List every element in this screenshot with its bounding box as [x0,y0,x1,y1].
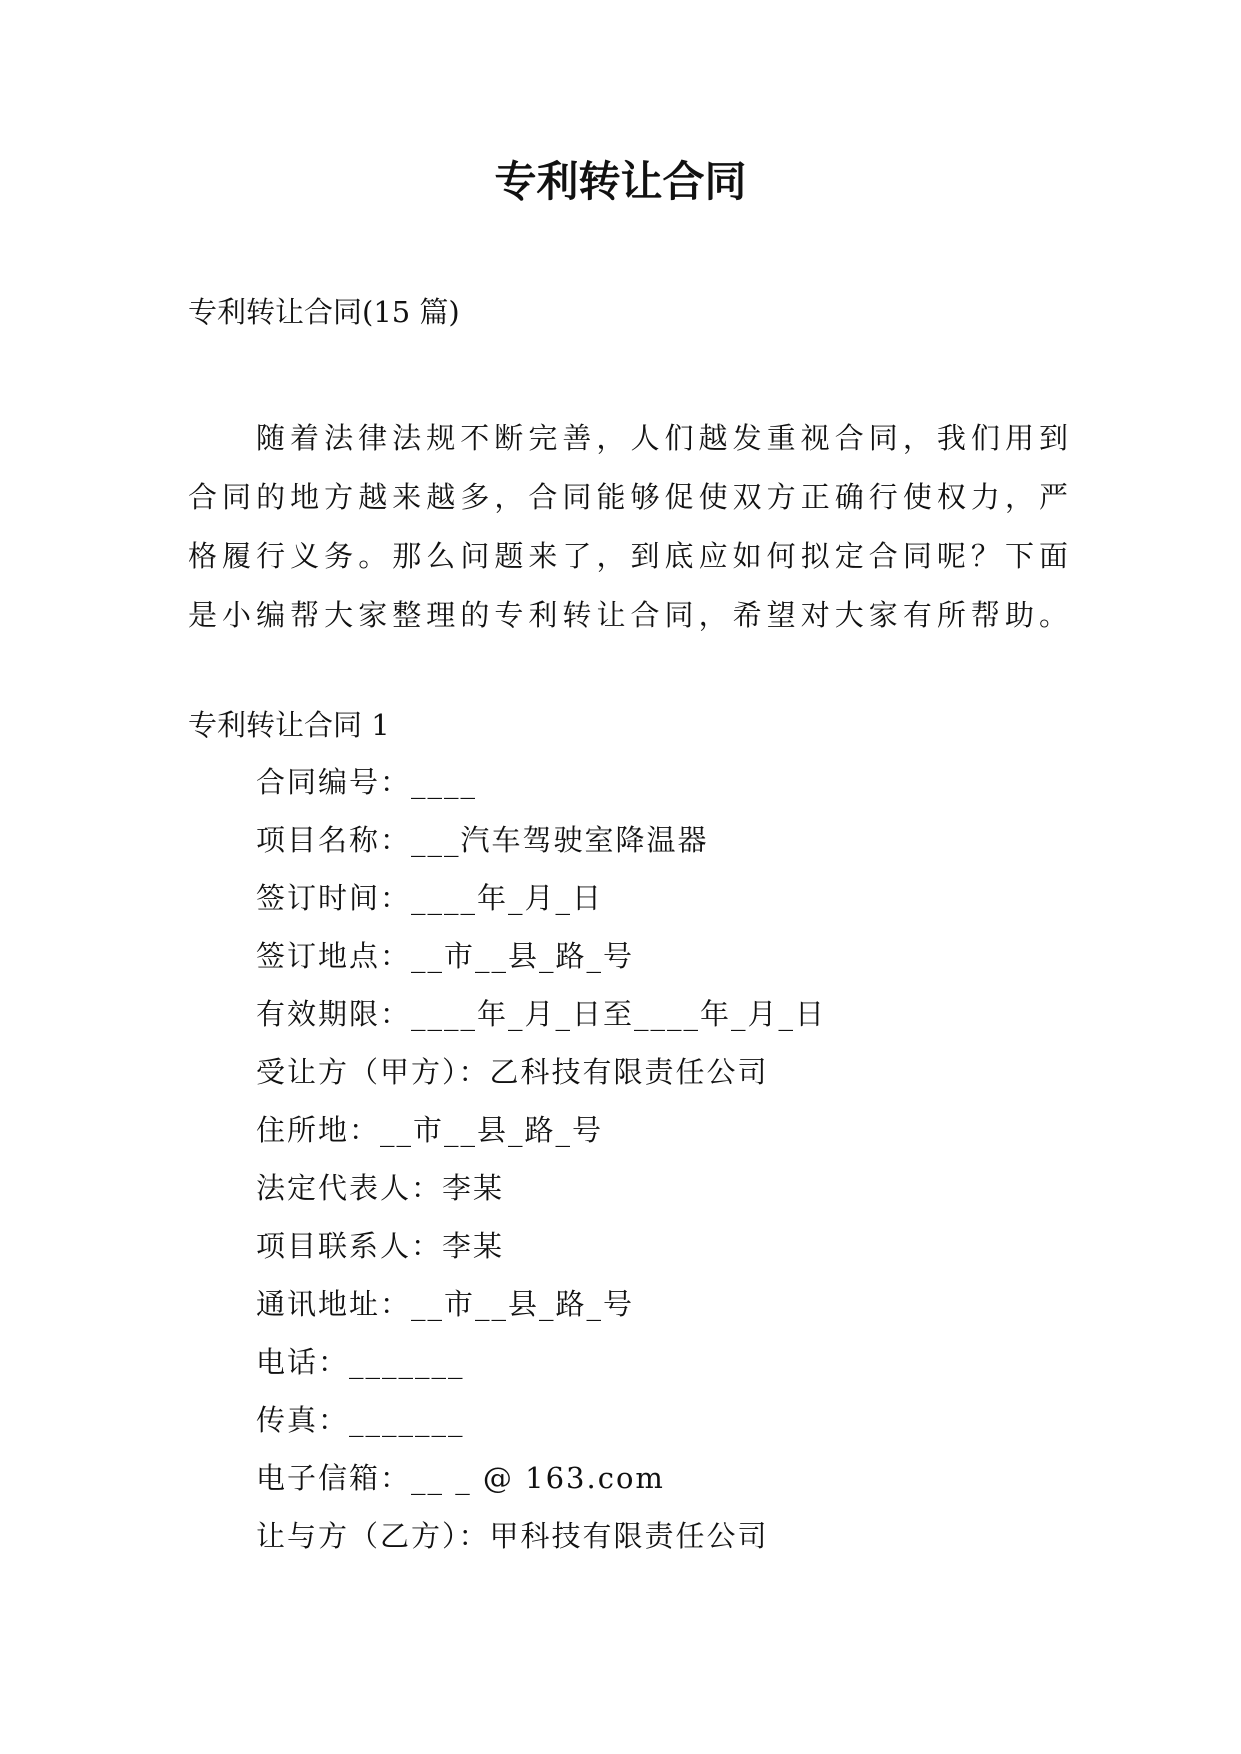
transferee-field: 受让方（甲方）：乙科技有限责任公司 [256,1055,769,1089]
project-contact-field: 项目联系人：李某 [256,1229,505,1263]
project-name-field: 项目名称：___汽车驾驶室降温器 [256,823,709,857]
mailing-address-field: 通讯地址：__市__县_路_号 [256,1287,635,1321]
document-subtitle: 专利转让合同(15 篇) [188,295,460,329]
contract-number-field: 合同编号：____ [256,765,478,799]
legal-representative-field: 法定代表人：李某 [256,1171,505,1205]
intro-line: 合同的地方越来越多，合同能够促使双方正确行使权力，严 [188,480,1068,514]
document-title: 专利转让合同 [494,157,747,206]
fax-field: 传真：_______ [256,1403,465,1437]
email-field: 电子信箱：__ _ @ 163.com [256,1461,665,1495]
signing-place-field: 签订地点：__市__县_路_号 [256,939,635,973]
intro-line: 格履行义务。那么问题来了，到底应如何拟定合同呢？下面 [188,539,1068,573]
contract-fields-list [256,762,826,1574]
phone-field: 电话：_______ [256,1345,465,1379]
validity-period-field: 有效期限：____年_月_日至____年_月_日 [256,997,827,1031]
transferor-field: 让与方（乙方）：甲科技有限责任公司 [256,1519,769,1553]
section-heading: 专利转让合同 1 [188,708,390,742]
intro-line: 是小编帮大家整理的专利转让合同，希望对大家有所帮助。 [188,598,1068,632]
intro-paragraph [188,409,1068,645]
domicile-field: 住所地：__市__县_路_号 [256,1113,604,1147]
signing-date-field: 签订时间：____年_月_日 [256,881,604,915]
intro-line: 随着法律法规不断完善，人们越发重视合同，我们用到 [256,421,1068,455]
